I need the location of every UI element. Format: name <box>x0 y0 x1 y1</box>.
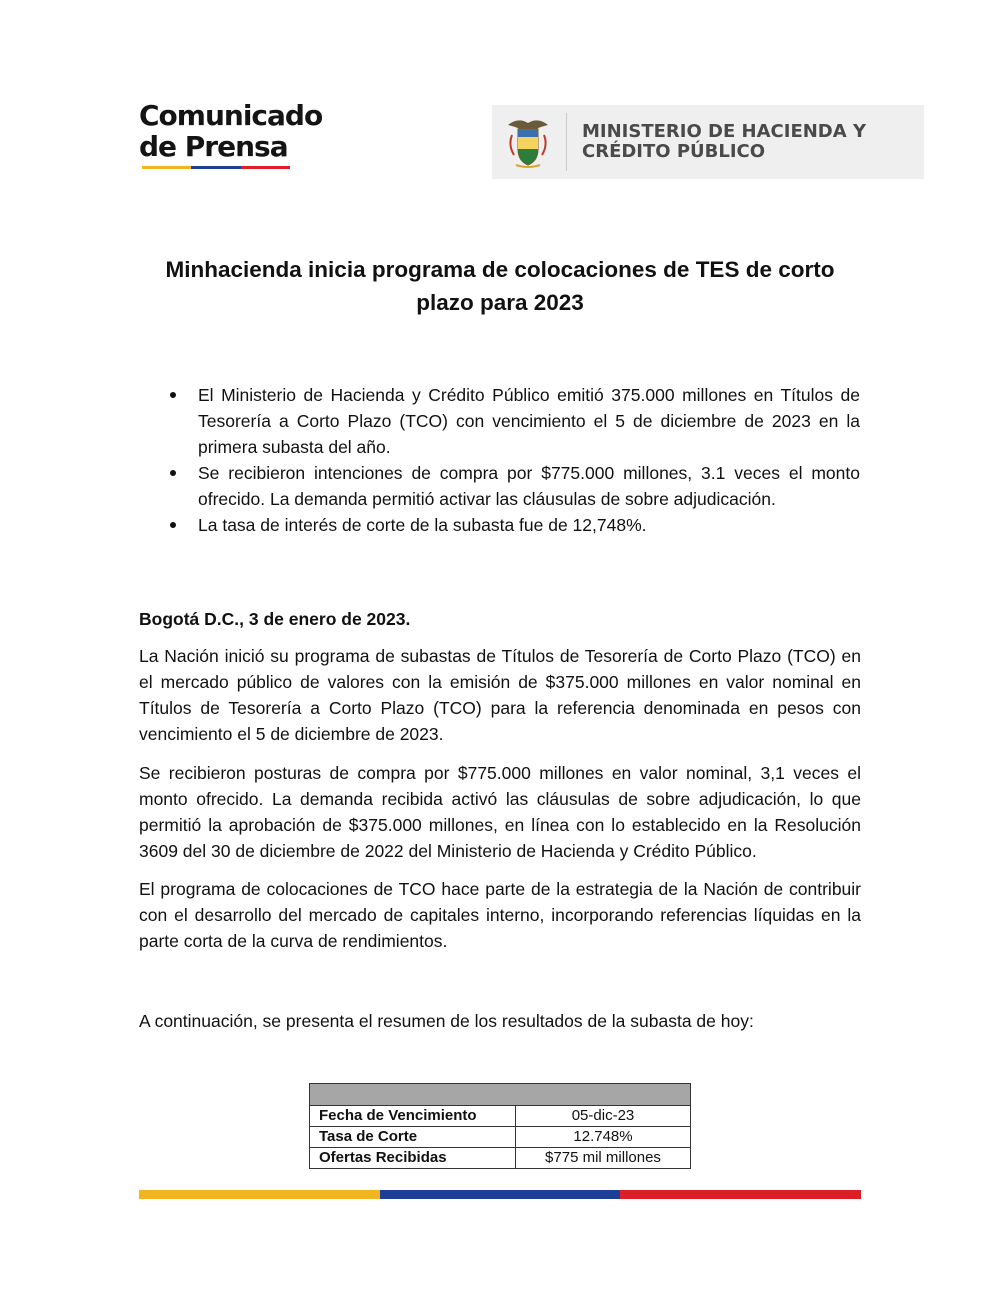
table-header-row <box>310 1084 691 1106</box>
page-title: Minhacienda inicia programa de colocaciones de TES de corto plazo para 2023 <box>165 257 835 315</box>
flag-blue-stripe <box>191 166 240 169</box>
row-value: $775 mil millones <box>516 1148 691 1169</box>
table-row <box>310 1106 691 1127</box>
flag-red-stripe <box>241 166 290 169</box>
key-point <box>160 382 860 460</box>
flag-red-stripe <box>620 1190 861 1199</box>
key-point <box>160 460 860 512</box>
table-header-cell <box>310 1084 691 1106</box>
flag-yellow-stripe <box>142 166 191 169</box>
coat-of-arms-icon <box>504 115 552 169</box>
press-release-logo <box>139 100 322 162</box>
flag-yellow-stripe <box>139 1190 380 1199</box>
body-paragraph: El programa de colocaciones de TCO hace parte de la estrategia de la Nación de contribuir con el desarrollo del mercado de capitales interno, incorporando referencias líquidas en la parte corta de la curva de rendimientos. <box>139 879 861 951</box>
brand-flag-underline <box>142 166 290 169</box>
table-row <box>310 1127 691 1148</box>
key-point-text: El Ministerio de Hacienda y Crédito Público emitió 375.000 millones en Títulos de Tesorería a Corto Plazo (TCO) con vencimiento el 5 de diciembre de 2023 en la primera subasta del año. <box>198 385 860 457</box>
body-paragraph: La Nación inició su programa de subastas de Títulos de Tesorería de Corto Plazo (TCO) en el mercado público de valores con la emisión de $375.000 millones en valor nominal en Títulos de Tesorería a Corto Plazo (TCO) para la referencia denominada en pesos con vencimiento el 5 de diciembre de 2023. <box>139 646 861 744</box>
key-point-text: La tasa de interés de corte de la subasta fue de 12,748%. <box>198 515 647 535</box>
bullet-dot-icon <box>170 470 176 476</box>
auction-results-table <box>309 1083 691 1169</box>
key-point <box>160 512 860 538</box>
row-label: Ofertas Recibidas <box>310 1148 516 1169</box>
row-label: Fecha de Vencimiento <box>310 1106 516 1127</box>
footer-flag-bar <box>139 1190 861 1199</box>
ministry-name <box>582 122 866 162</box>
brand-line-1: Comunicado <box>139 99 323 132</box>
flag-blue-stripe <box>380 1190 621 1199</box>
table-row <box>310 1148 691 1169</box>
results-intro: A continuación, se presenta el resumen de los resultados de la subasta de hoy: <box>139 1011 754 1031</box>
body-paragraph: Se recibieron posturas de compra por $775.000 millones en valor nominal, 3,1 veces el monto ofrecido. La demanda recibida activó las cláusulas de sobre adjudicación, lo que permitió la aprobación de $375.000 millones, en línea con lo establecido en la Resolución 3609 del 30 de diciembre de 2022 del Ministerio de Hacienda y Crédito Público. <box>139 763 861 861</box>
key-point-text: Se recibieron intenciones de compra por $775.000 millones, 3.1 veces el monto ofrecido. La demanda permitió activar las cláusulas de sobre adjudicación. <box>198 463 860 509</box>
ministry-name-line-1: MINISTERIO DE HACIENDA Y <box>582 121 866 142</box>
dateline: Bogotá D.C., 3 de enero de 2023. <box>139 609 411 629</box>
bullet-dot-icon <box>170 392 176 398</box>
key-points-list <box>160 382 860 538</box>
ministry-name-line-2: CRÉDITO PÚBLICO <box>582 141 766 162</box>
header-divider <box>566 113 567 171</box>
brand-line-2: de Prensa <box>139 130 288 163</box>
row-label: Tasa de Corte <box>310 1127 516 1148</box>
bullet-dot-icon <box>170 522 176 528</box>
row-value: 12.748% <box>516 1127 691 1148</box>
ministry-header <box>492 105 924 179</box>
row-value: 05-dic-23 <box>516 1106 691 1127</box>
